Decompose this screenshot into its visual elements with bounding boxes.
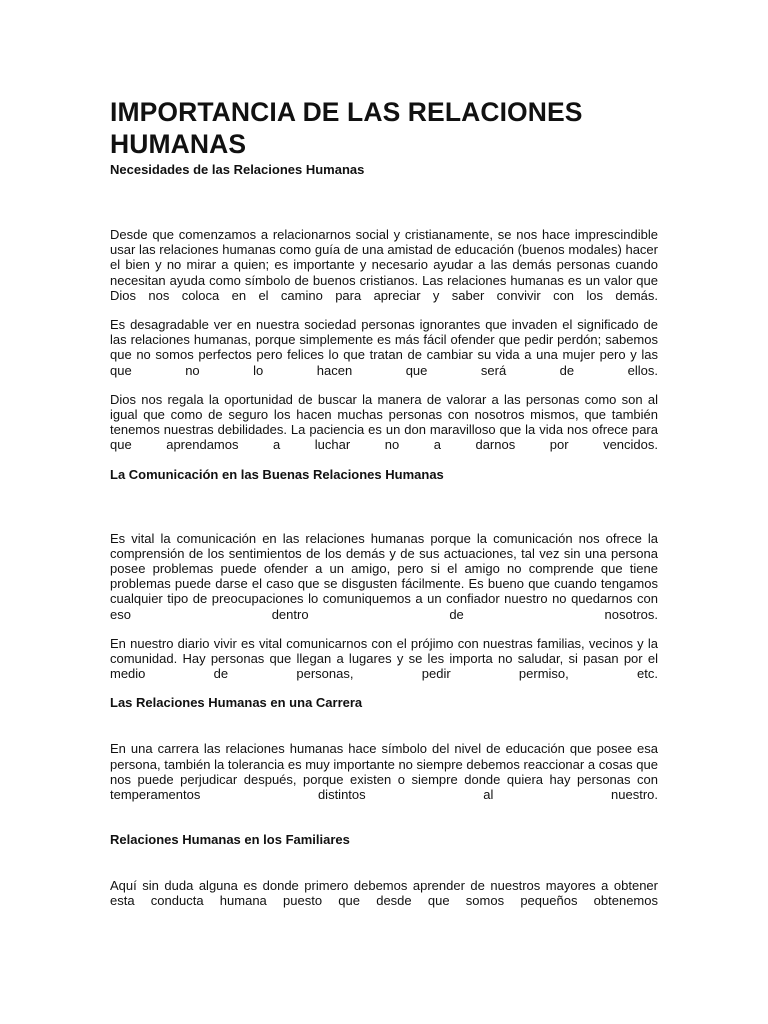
section4-heading: Relaciones Humanas en los Familiares (110, 832, 350, 848)
document-title: IMPORTANCIA DE LAS RELACIONES HUMANAS (110, 97, 583, 159)
section2-paragraph-2: En nuestro diario vivir es vital comunicarnos con el prójimo con nuestras familias, vecinos y la comunidad. Hay personas que llegan a lugares y se les importa no saludar, si pasan por el medio de personas, pedir permiso, etc. (110, 635, 658, 682)
section2-heading: La Comunicación en las Buenas Relaciones Humanas (110, 466, 444, 482)
document-subtitle: Necesidades de las Relaciones Humanas (110, 162, 365, 177)
section2-paragraph-1: Es vital la comunicación en las relaciones humanas porque la comunicación nos ofrece la comprensión de los sentimientos de los demás y de sus actuaciones, tal vez sin una persona posee problemas puede ofender a un amigo, pero si el amigo no comprende que tiene problemas puede darse el caso que se disgusten fácilmente. Es bueno que cuando tengamos cualquier tipo de preocupaciones lo comuniquemos a un confiador nuestro no quedarnos con eso dentro de nosotros. (110, 530, 658, 622)
section3-heading: Las Relaciones Humanas en una Carrera (110, 695, 363, 711)
section1-paragraph-3: Dios nos regala la oportunidad de buscar la manera de valorar a las personas como son al igual que como de seguro los hacen muchas personas con nosotros mismos, que también tenemos nuestras debilidades. La paciencia es un don maravilloso que la vida nos ofrece para que aprendamos a luchar no a darnos por vencidos. (110, 391, 658, 453)
section1-paragraph-2: Es desagradable ver en nuestra sociedad personas ignorantes que invaden el significado de las relaciones humanas, porque simplemente es más fácil ofender que pedir perdón; sabemos que no somos perfectos pero felices lo que tratan de cambiar su vida a una mujer pero y las que no lo hacen que será de ellos. (110, 317, 658, 378)
document-page (110, 96, 658, 909)
section1-paragraph-1: Desde que comenzamos a relacionarnos social y cristianamente, se nos hace imprescindible usar las relaciones humanas como guía de una amistad de educación (buenos modales) hacer el bien y no mirar a quien; es importante y necesario ayudar a las demás personas cuando necesitan ayuda como símbolo de buenos cristianos. Las relaciones humanas es un valor que Dios nos coloca en el camino para apreciar y saber convivir con los demás. (110, 227, 658, 303)
section3-paragraph-1: En una carrera las relaciones humanas hace símbolo del nivel de educación que posee esa persona, también la tolerancia es muy importante no siempre debemos reaccionar a cosas que nos puede perjudicar después, porque existen o siempre donde quiera hay personas con temperamentos distintos al nuestro. (110, 741, 658, 803)
section4-paragraph-1: Aquí sin duda alguna es donde primero debemos aprender de nuestros mayores a obtener esta conducta humana puesto que desde que somos pequeños obtenemos (110, 878, 658, 909)
